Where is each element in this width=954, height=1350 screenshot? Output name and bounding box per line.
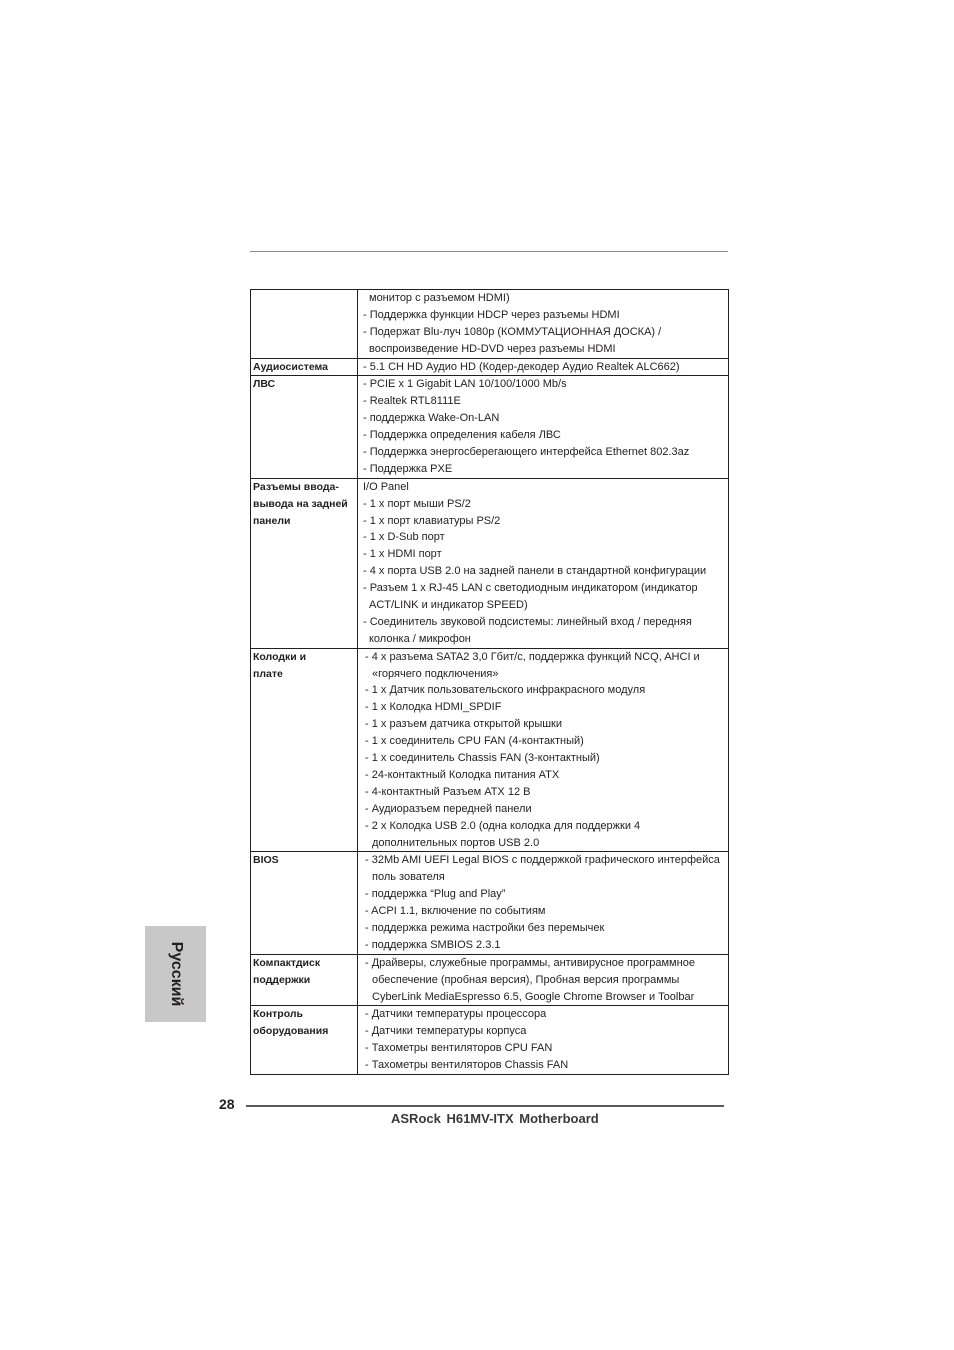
language-tab bbox=[145, 926, 206, 1022]
spec-value-line: - Соединитель звуковой подсистемы: линейный вход / передняя bbox=[363, 615, 692, 628]
spec-label-line: BIOS bbox=[253, 854, 279, 867]
spec-row bbox=[251, 648, 729, 852]
spec-row bbox=[251, 1006, 729, 1075]
spec-value-line: CyberLink MediaEspresso 6.5, Google Chrome Browser и Toolbar bbox=[372, 990, 695, 1003]
spec-value bbox=[358, 376, 729, 478]
spec-table bbox=[250, 289, 729, 1075]
top-divider bbox=[250, 251, 728, 252]
spec-value-line: монитор с разъемом HDMI) bbox=[369, 292, 510, 304]
spec-value-line: - Датчики температуры корпуса bbox=[365, 1025, 527, 1038]
spec-value bbox=[358, 478, 729, 648]
spec-value-line: - поддержка “Plug and Play” bbox=[365, 888, 506, 901]
spec-label-line: Аудиосистема bbox=[253, 360, 329, 373]
spec-value-line: обеспечение (пробная версия), Пробная версия программы bbox=[372, 973, 680, 986]
spec-label-line: поддержки bbox=[253, 973, 311, 986]
spec-value bbox=[358, 290, 729, 359]
spec-row bbox=[251, 954, 729, 1006]
spec-value-line: - Поддержка определения кабеля ЛВС bbox=[363, 429, 561, 442]
spec-row bbox=[251, 358, 729, 376]
spec-value-line: - Разъем 1 x RJ-45 LAN с светодиодным индикатором (индикатор bbox=[363, 582, 698, 595]
spec-label-line: оборудования bbox=[253, 1025, 329, 1038]
spec-value-line: - 4 x порта USB 2.0 на задней панели в стандартной конфигурации bbox=[363, 565, 707, 578]
spec-label-line: панели bbox=[253, 514, 291, 527]
spec-value bbox=[358, 954, 729, 1006]
page-number: 28 bbox=[219, 1096, 235, 1112]
spec-label-line: Компактдиск bbox=[253, 956, 321, 969]
spec-value-line: - Поддержка энергосберегающего интерфейса Ethernet 802.3az bbox=[363, 446, 690, 459]
spec-value-line: - 4 x разъема SATA2 3,0 Гбит/с, поддержка функций NCQ, AHCI и bbox=[365, 650, 700, 663]
spec-value-line: - Тахометры вентиляторов Chassis FAN bbox=[365, 1059, 569, 1072]
spec-value bbox=[358, 358, 729, 376]
spec-label bbox=[251, 648, 358, 852]
spec-value-line: воспроизведение HD-DVD через разъемы HDMI bbox=[369, 342, 616, 355]
spec-label bbox=[251, 376, 358, 478]
spec-value-line: - 1 x порт мыши PS/2 bbox=[363, 497, 471, 510]
spec-value-line: - Поддержка PXE bbox=[363, 462, 453, 475]
spec-value-line: поль зователя bbox=[372, 871, 445, 884]
spec-label-line: Разъемы ввода- bbox=[253, 480, 339, 493]
spec-value-line: - поддержка SMBIOS 2.3.1 bbox=[365, 938, 501, 951]
spec-value-line: - 1 x Колодка HDMI_SPDIF bbox=[365, 701, 502, 714]
spec-label-line: ЛВС bbox=[253, 378, 276, 391]
spec-value-line: - 4-контактный Разъем ATX 12 В bbox=[365, 785, 531, 798]
spec-value-line: - поддержка Wake-On-LAN bbox=[363, 412, 500, 425]
spec-value-line: - 5.1 CH HD Аудио HD (Кодер-декодер Аудио Realtek ALC662) bbox=[363, 360, 680, 373]
spec-label bbox=[251, 478, 358, 648]
spec-label-line: вывода на задней bbox=[253, 497, 348, 510]
spec-value-line: - Драйверы, служебные программы, антивирусное программное bbox=[365, 956, 695, 969]
spec-value-line: - Подержат Blu-луч 1080p (КОММУТАЦИОННАЯ ДОСКА) / bbox=[363, 325, 662, 338]
spec-value-line: - 1 x соединитель Chassis FAN (3-контактный) bbox=[365, 752, 600, 765]
spec-value-line: - 1 x разъем датчика открытой крышки bbox=[365, 718, 563, 731]
language-tab-label: Русский bbox=[167, 941, 185, 1007]
spec-label-line: плате bbox=[253, 667, 283, 680]
spec-value-line: - 1 x D-Sub порт bbox=[363, 531, 445, 544]
spec-value-line: - Тахометры вентиляторов CPU FAN bbox=[365, 1042, 553, 1055]
spec-value-line: дополнительных портов USB 2.0 bbox=[372, 836, 540, 849]
spec-value-line: - Аудиоразъем передней панели bbox=[365, 802, 532, 815]
spec-value-line: - поддержка режима настройки без перемычек bbox=[365, 921, 605, 934]
spec-value-line: I/O Panel bbox=[363, 480, 409, 493]
spec-label bbox=[251, 358, 358, 376]
spec-value-line: - Поддержка функции HDCP через разъемы HDMI bbox=[363, 308, 620, 321]
footer-divider bbox=[246, 1105, 724, 1107]
spec-value-line: - 1 x Датчик пользовательского инфракрасного модуля bbox=[365, 684, 646, 697]
spec-label bbox=[251, 852, 358, 954]
spec-value-line: - Датчики температуры процессора bbox=[365, 1008, 547, 1021]
spec-value-line: - 1 x HDMI порт bbox=[363, 548, 442, 561]
spec-row bbox=[251, 290, 729, 359]
spec-value-line: «горячего подключения» bbox=[372, 667, 499, 680]
spec-value-line: колонка / микрофон bbox=[369, 632, 471, 645]
spec-value bbox=[358, 648, 729, 852]
spec-value-line: ACT/LINK и индикатор SPEED) bbox=[369, 599, 528, 612]
spec-value-line: - 24-контактный Колодка питания ATX bbox=[365, 768, 560, 781]
spec-value-line: - PCIE x 1 Gigabit LAN 10/100/1000 Mb/s bbox=[363, 378, 567, 391]
spec-value-line: - 1 x соединитель CPU FAN (4-контактный) bbox=[365, 735, 584, 748]
spec-value-line: - 1 x порт клавиатуры PS/2 bbox=[363, 514, 501, 527]
spec-row bbox=[251, 376, 729, 478]
spec-label bbox=[251, 1006, 358, 1075]
spec-label bbox=[251, 290, 358, 359]
spec-value-line: - 32Mb AMI UEFI Legal BIOS с поддержкой графического интерфейса bbox=[365, 854, 720, 867]
spec-value bbox=[358, 1006, 729, 1075]
spec-row bbox=[251, 852, 729, 954]
spec-label-line: Контроль bbox=[253, 1008, 303, 1021]
spec-label-line: Колодки и bbox=[253, 650, 307, 663]
spec-label bbox=[251, 954, 358, 1006]
footer-title: ASRock H61MV-ITX Motherboard bbox=[391, 1111, 599, 1126]
spec-row bbox=[251, 478, 729, 648]
spec-value-line: - ACPI 1.1, включение по событиям bbox=[365, 905, 546, 918]
spec-value bbox=[358, 852, 729, 954]
spec-value-line: - Realtek RTL8111E bbox=[363, 395, 461, 408]
spec-value-line: - 2 x Колодка USB 2.0 (одна колодка для поддержки 4 bbox=[365, 819, 641, 832]
